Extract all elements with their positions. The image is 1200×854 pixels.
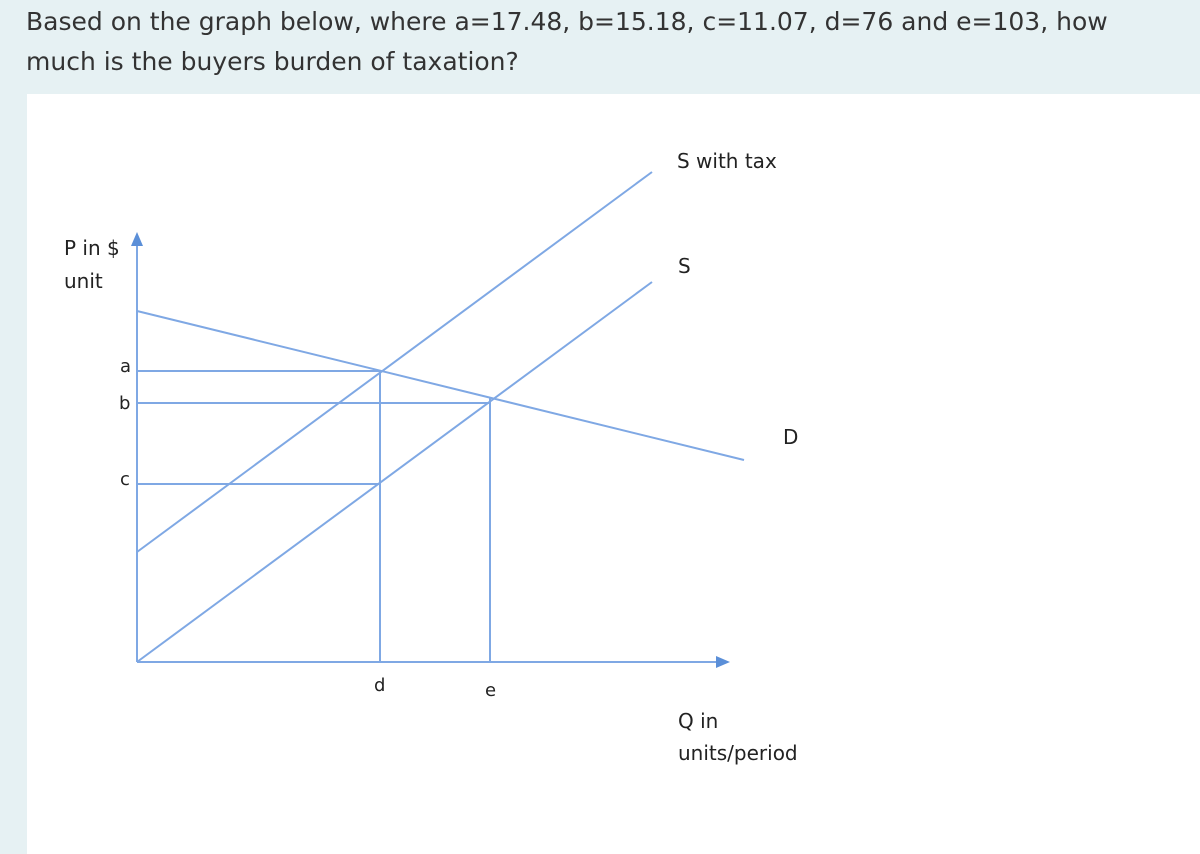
price-tick-a: a (120, 356, 132, 377)
question-text: Based on the graph below, where a=17.48, b=15.18, c=11.07, d=76 and e=103, how much is the buyers burden of taxation? (26, 7, 1108, 76)
supply-line (137, 282, 652, 662)
price-tick-c: c (120, 469, 130, 490)
supply-demand-graph (27, 94, 1200, 854)
quantity-tick-d: d (374, 675, 386, 696)
supply-with-tax-label: S with tax (677, 149, 777, 173)
y-axis-label-line2: unit (64, 269, 103, 293)
demand-label: D (783, 425, 799, 449)
quantity-tick-e: e (485, 680, 497, 701)
x-axis-label-line1: Q in (678, 709, 719, 733)
price-tick-b: b (119, 393, 131, 414)
x-axis-label-line2: units/period (678, 741, 798, 765)
supply-with-tax-line (137, 172, 652, 552)
y-axis-label-line1: P in $ (64, 236, 120, 260)
supply-label: S (678, 254, 691, 278)
graph-svg (27, 94, 1200, 854)
